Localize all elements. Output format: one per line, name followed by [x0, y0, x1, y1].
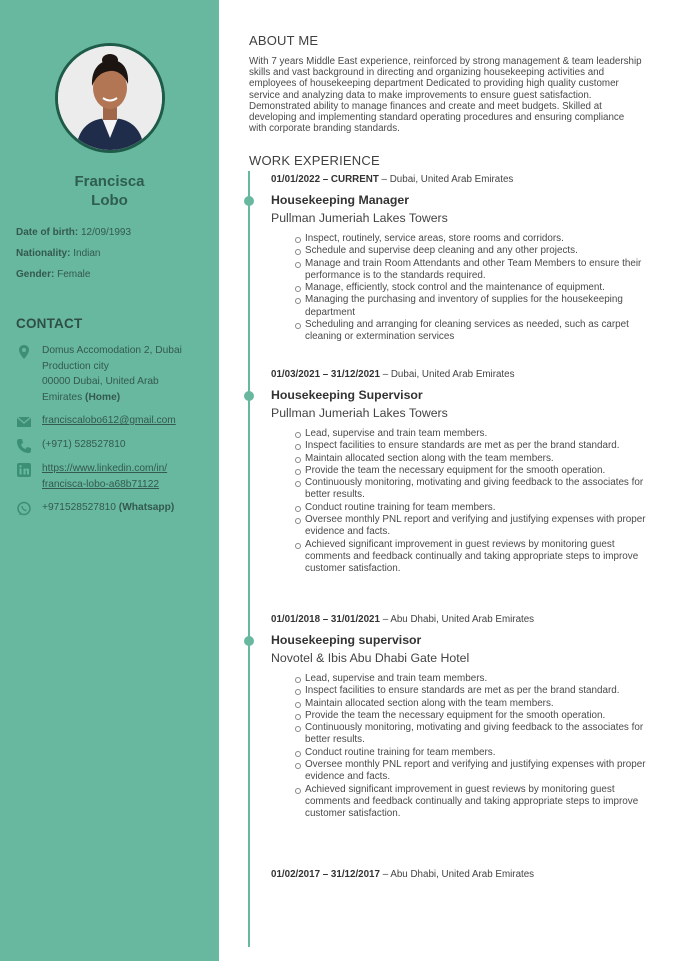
job-3-location: – Abu Dhabi, United Arab Emirates: [379, 614, 535, 625]
address-line-4: Emirates: [42, 391, 83, 403]
duty-item: Lead, supervise and train team members.: [295, 673, 650, 685]
duty-item: Lead, supervise and train team members.: [295, 428, 650, 440]
candidate-name: [0, 172, 219, 210]
duty-item: Continuously monitoring, motivating and giving feedback to the associates for better results.: [295, 722, 650, 747]
timeline-dot: [244, 636, 254, 646]
first-name: Francisca: [74, 173, 145, 190]
duty-item: Provide the team the necessary equipment for the smooth operation.: [295, 710, 650, 722]
dob-label: Date of birth:: [16, 227, 79, 238]
dob-row: [16, 227, 131, 238]
phone-row: [16, 437, 211, 453]
duty-item: Conduct routine training for team members.: [295, 747, 650, 759]
job-3-org: Novotel & Ibis Abu Dhabi Gate Hotel: [271, 651, 470, 665]
duty-item: Maintain allocated section along with the team members.: [295, 698, 650, 710]
job-3-role: Housekeeping supervisor: [271, 633, 422, 647]
duty-item: Oversee monthly PNL report and verifying and justifying expenses with proper evidence and facts.: [295, 759, 650, 784]
whatsapp-row: [16, 500, 211, 516]
job-1-org: Pullman Jumeriah Lakes Towers: [271, 211, 448, 225]
job-3-dates: 01/01/2018 – 31/01/2021: [271, 614, 380, 625]
duty-item: Oversee monthly PNL report and verifying and justifying expenses with proper evidence and facts.: [295, 514, 650, 539]
address-line-2: Production city: [42, 360, 109, 372]
whatsapp-icon: [16, 501, 32, 517]
linkedin-row: [16, 461, 211, 492]
nationality-row: [16, 248, 100, 259]
duty-item: Managing the purchasing and inventory of supplies for the housekeeping department: [295, 294, 650, 319]
envelope-icon: [16, 414, 32, 430]
work-heading: WORK EXPERIENCE: [249, 153, 380, 168]
job-2-dates: 01/03/2021 – 31/12/2021: [271, 369, 380, 380]
timeline-dot: [244, 391, 254, 401]
timeline-dot: [244, 196, 254, 206]
whatsapp-tag: (Whatsapp): [118, 502, 175, 513]
duty-item: Provide the team the necessary equipment for the smooth operation.: [295, 465, 650, 477]
job-4-date-row: [271, 869, 534, 880]
job-2-location: – Dubai, United Arab Emirates: [379, 369, 515, 380]
email-link[interactable]: franciscalobo612@gmail.com: [42, 415, 176, 426]
job-2-role: Housekeeping Supervisor: [271, 388, 423, 402]
last-name: Lobo: [91, 192, 128, 209]
dob-value: 12/09/1993: [81, 227, 132, 238]
duty-item: Inspect facilities to ensure standards are met as per the brand standard.: [295, 440, 650, 452]
contact-heading: CONTACT: [16, 316, 83, 331]
about-text: With 7 years Middle East experience, reinforced by strong management & team leadership skills and vast background in directing and organizing housekeeping activities and employees of housekeeping department Dedicated to providing high quality customer service and analyzing data to make improvements to ensure guest satisfaction. Demonstrated ability to manage finances and create and meet budgets. Skilled at developing and implementing standard operating procedures and ensuring compliance with corporate branding standards.: [249, 56, 642, 135]
duty-item: Schedule and supervise deep cleaning and any other projects.: [295, 245, 650, 257]
job-4-dates: 01/02/2017 – 31/12/2017: [271, 869, 380, 880]
location-pin-icon: [16, 344, 32, 360]
address-row: [16, 343, 211, 405]
duty-item: Scheduling and arranging for cleaning services as needed, such as carpet cleaning or extermination services: [295, 319, 650, 344]
address-line-1: Domus Accomodation 2, Dubai: [42, 345, 182, 356]
linkedin-link-line-1[interactable]: https://www.linkedin.com/in/: [42, 463, 168, 474]
gender-value: Female: [57, 269, 91, 280]
duty-item: Maintain allocated section along with the team members.: [295, 453, 650, 465]
phone-number: (+971) 528527810: [42, 439, 126, 450]
job-1-role: Housekeeping Manager: [271, 193, 410, 207]
sidebar: [0, 0, 219, 961]
nationality-value: Indian: [73, 248, 101, 259]
whatsapp-number: +971528527810: [42, 502, 116, 513]
nationality-label: Nationality:: [16, 248, 71, 259]
address-tag: (Home): [85, 391, 121, 403]
job-4-location: – Abu Dhabi, United Arab Emirates: [379, 869, 535, 880]
job-1-duties: [295, 233, 650, 344]
gender-label: Gender:: [16, 269, 55, 280]
job-2-date-row: [271, 369, 514, 380]
timeline-line: [248, 171, 250, 947]
profile-photo: [55, 43, 165, 153]
duty-item: Achieved significant improvement in guest reviews by monitoring guest comments and feedback continually and taking appropriate steps to improve customer satisfaction.: [295, 784, 650, 821]
duty-item: Manage and train Room Attendants and other Team Members to ensure their performance is to the standards required.: [295, 258, 650, 283]
job-1-date-row: [271, 174, 513, 185]
duty-item: Inspect, routinely, service areas, store rooms and corridors.: [295, 233, 650, 245]
duty-item: Achieved significant improvement in guest reviews by monitoring guest comments and feedback continually and taking appropriate steps to improve customer satisfaction.: [295, 539, 650, 576]
duty-item: Continuously monitoring, motivating and giving feedback to the associates for better results.: [295, 477, 650, 502]
about-heading: ABOUT ME: [249, 33, 319, 48]
duty-item: Manage, efficiently, stock control and the maintenance of equipment.: [295, 282, 650, 294]
job-3-duties: [295, 673, 650, 821]
job-2-duties: [295, 428, 650, 576]
address-line-3: 00000 Dubai, United Arab: [42, 376, 159, 387]
duty-item: Inspect facilities to ensure standards are met as per the brand standard.: [295, 685, 650, 697]
gender-row: [16, 269, 90, 280]
linkedin-link-line-2[interactable]: francisca-lobo-a68b71122: [42, 478, 160, 490]
job-1-location: – Dubai, United Arab Emirates: [378, 174, 514, 185]
person-icon: [58, 46, 162, 150]
linkedin-icon: [16, 462, 32, 478]
phone-icon: [16, 438, 32, 454]
job-1-dates: 01/01/2022 – CURRENT: [271, 174, 379, 185]
duty-item: Conduct routine training for team members.: [295, 502, 650, 514]
job-2-org: Pullman Jumeriah Lakes Towers: [271, 406, 448, 420]
job-3-date-row: [271, 614, 534, 625]
email-row: [16, 413, 211, 429]
